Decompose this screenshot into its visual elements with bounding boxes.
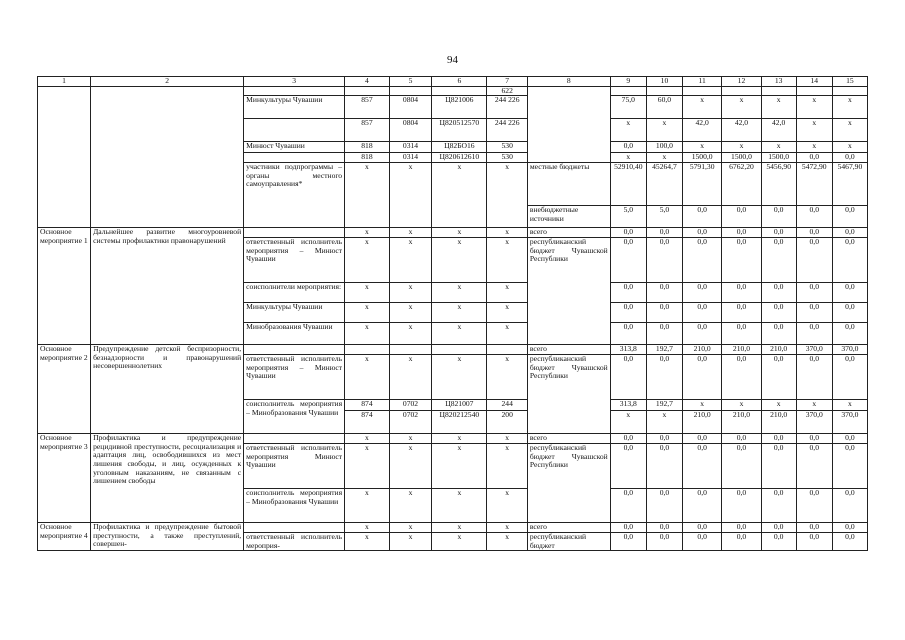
header-cell: 2	[91, 77, 244, 87]
measure-title: Основное мероприятие 2	[38, 345, 91, 434]
table-cell: x	[345, 163, 390, 228]
table-cell: 0314	[389, 153, 432, 163]
table-cell: 0,0	[761, 238, 796, 283]
table-cell: участники подпрограммы – органы местного самоуправления*	[244, 163, 345, 228]
table-cell: 0,0	[610, 533, 646, 551]
table-cell: 0,0	[796, 303, 832, 323]
table-cell: 0,0	[610, 303, 646, 323]
budget-table	[37, 76, 868, 551]
measure-description: Предупреждение детской беспризорности, безнадзорности и правонарушений несовершеннолетних	[91, 345, 244, 434]
table-cell: x	[345, 489, 390, 523]
table-cell: 0,0	[683, 323, 722, 345]
table-cell: x	[432, 434, 487, 444]
table-cell: 0,0	[683, 489, 722, 523]
table-cell: всего	[527, 434, 610, 444]
table-cell: 0,0	[646, 523, 682, 533]
table-cell: 818	[345, 153, 390, 163]
table-cell: x	[345, 228, 390, 238]
table-cell: x	[345, 533, 390, 551]
table-cell: 0314	[389, 142, 432, 153]
table-cell: 0,0	[761, 228, 796, 238]
table-cell: x	[432, 355, 487, 400]
table-cell: x	[487, 283, 527, 303]
measure-description: Профилактика и предупреждение бытовой преступности, а также преступлений, совершен-	[91, 523, 244, 551]
table-cell: x	[345, 434, 390, 444]
table-cell: 0,0	[796, 228, 832, 238]
table-cell	[610, 86, 646, 96]
table-cell: 0,0	[683, 444, 722, 489]
table-cell: 857	[345, 119, 390, 142]
table-cell: x	[832, 119, 867, 142]
table-cell: ответственный исполнитель мероприятия Минюст Чувашии	[244, 444, 345, 489]
table-cell: республиканский бюджет	[527, 533, 610, 551]
table-cell: x	[432, 283, 487, 303]
table-cell: 0,0	[796, 323, 832, 345]
table-cell: 5,0	[646, 206, 682, 228]
table-cell: 0702	[389, 400, 432, 411]
table-cell: 210,0	[761, 411, 796, 434]
table-row	[38, 345, 868, 355]
table-cell: 0,0	[646, 533, 682, 551]
table-cell: x	[487, 303, 527, 323]
table-cell: местные бюджеты	[527, 163, 610, 206]
table-cell: x	[345, 323, 390, 345]
header-cell: 15	[832, 77, 867, 87]
header-cell: 7	[487, 77, 527, 87]
table-cell: 210,0	[683, 345, 722, 355]
header-cell: 14	[796, 77, 832, 87]
header-cell: 3	[244, 77, 345, 87]
table-cell	[345, 86, 390, 96]
table-cell	[432, 345, 487, 355]
table-cell: 0,0	[796, 489, 832, 523]
table-cell: 0,0	[610, 283, 646, 303]
table-cell: x	[389, 444, 432, 489]
table-cell: 0702	[389, 411, 432, 434]
table-cell: x	[345, 283, 390, 303]
header-cell: 8	[527, 77, 610, 87]
table-cell	[432, 86, 487, 96]
table-row	[38, 523, 868, 533]
table-cell: x	[389, 163, 432, 228]
table-cell: 0,0	[646, 444, 682, 489]
table-cell: x	[432, 303, 487, 323]
table-cell	[487, 345, 527, 355]
table-cell: 0,0	[761, 444, 796, 489]
table-cell: 0,0	[722, 434, 761, 444]
table-cell: 0,0	[761, 434, 796, 444]
table-cell: 0,0	[761, 303, 796, 323]
table-cell: соисполнитель мероприятия – Минобразования Чувашии	[244, 489, 345, 523]
table-cell: 200	[487, 411, 527, 434]
table-cell: 0,0	[796, 153, 832, 163]
table-cell	[244, 153, 345, 163]
table-cell: x	[683, 400, 722, 411]
table-cell: 0,0	[722, 228, 761, 238]
table-cell: 0,0	[832, 303, 867, 323]
table-cell: x	[389, 523, 432, 533]
table-cell: 0,0	[832, 206, 867, 228]
table-cell: 370,0	[832, 345, 867, 355]
table-cell	[796, 86, 832, 96]
table-cell: x	[432, 444, 487, 489]
table-cell: 0,0	[796, 238, 832, 283]
table-cell: 0,0	[761, 283, 796, 303]
table-cell: 0,0	[832, 434, 867, 444]
table-cell: 5467,90	[832, 163, 867, 206]
table-cell: 0,0	[683, 533, 722, 551]
table-cell: 0,0	[646, 434, 682, 444]
table-cell: 0,0	[832, 283, 867, 303]
table-cell: 0,0	[646, 489, 682, 523]
table-cell: x	[683, 96, 722, 119]
header-row	[38, 77, 868, 87]
table-cell: 530	[487, 153, 527, 163]
table-cell: x	[646, 119, 682, 142]
table-cell: 244 226	[487, 96, 527, 119]
table-cell: x	[389, 434, 432, 444]
table-cell: 622	[487, 86, 527, 96]
table-cell: x	[487, 444, 527, 489]
table-cell: x	[432, 228, 487, 238]
table-cell: 42,0	[722, 119, 761, 142]
table-cell: Минкультуры Чувашии	[244, 303, 345, 323]
table-cell	[38, 86, 91, 228]
header-cell: 9	[610, 77, 646, 87]
table-cell	[761, 86, 796, 96]
table-cell: ответственный исполнитель мероприятия – Минюст Чувашии	[244, 355, 345, 400]
table-cell: 210,0	[722, 411, 761, 434]
table-cell: x	[487, 434, 527, 444]
table-cell: 0,0	[796, 206, 832, 228]
table-cell	[244, 523, 345, 533]
table-cell: x	[610, 119, 646, 142]
table-cell: x	[832, 400, 867, 411]
table-cell: x	[487, 489, 527, 523]
table-cell: 0,0	[832, 444, 867, 489]
table-cell: x	[389, 283, 432, 303]
table-cell: 0,0	[610, 142, 646, 153]
table-cell: 0,0	[646, 323, 682, 345]
table-cell: 874	[345, 411, 390, 434]
table-cell: 0,0	[683, 355, 722, 400]
header-cell: 1	[38, 77, 91, 87]
table-cell: x	[796, 96, 832, 119]
table-cell	[646, 86, 682, 96]
table-cell: x	[345, 523, 390, 533]
table-cell: 0,0	[610, 523, 646, 533]
table-cell: x	[761, 400, 796, 411]
table-cell	[722, 86, 761, 96]
table-cell: Ц821007	[432, 400, 487, 411]
table-cell: Минобразования Чувашии	[244, 323, 345, 345]
table-cell: 0,0	[722, 238, 761, 283]
table-cell: 313,8	[610, 345, 646, 355]
table-cell: 313,8	[610, 400, 646, 411]
table-cell: 0,0	[796, 523, 832, 533]
table-row	[38, 434, 868, 444]
table-cell: 370,0	[796, 345, 832, 355]
table-cell: 0,0	[832, 489, 867, 523]
table-cell: 0,0	[832, 238, 867, 283]
table-cell: 0804	[389, 119, 432, 142]
table-cell: x	[389, 303, 432, 323]
table-cell: x	[722, 400, 761, 411]
table-cell: 370,0	[832, 411, 867, 434]
table-cell: 100,0	[646, 142, 682, 153]
table-cell: 5456,90	[761, 163, 796, 206]
table-cell	[527, 86, 610, 163]
table-cell: 0,0	[722, 489, 761, 523]
table-cell: x	[389, 489, 432, 523]
table-cell: x	[432, 323, 487, 345]
table-cell: 0,0	[683, 238, 722, 283]
table-cell: x	[610, 153, 646, 163]
table-cell: республиканский бюджет Чувашской Республики	[527, 355, 610, 434]
table-cell: 6762,20	[722, 163, 761, 206]
table-cell	[389, 345, 432, 355]
table-cell: 857	[345, 96, 390, 119]
table-cell: x	[389, 323, 432, 345]
table-cell: 0,0	[610, 238, 646, 283]
table-cell: x	[722, 96, 761, 119]
table-cell: 0,0	[832, 153, 867, 163]
table-cell: x	[646, 411, 682, 434]
table-cell: 1500,0	[722, 153, 761, 163]
table-cell: 0,0	[761, 523, 796, 533]
table-cell: Минкультуры Чувашии	[244, 96, 345, 119]
table-cell: 0,0	[646, 238, 682, 283]
table-cell: соисполнители мероприятия:	[244, 283, 345, 303]
measure-title: Основное мероприятие 4	[38, 523, 91, 551]
table-cell: 0,0	[646, 303, 682, 323]
table-cell: 45264,7	[646, 163, 682, 206]
table-cell: 0,0	[796, 444, 832, 489]
table-cell: x	[432, 163, 487, 228]
table-cell: x	[796, 142, 832, 153]
table-cell: 1500,0	[761, 153, 796, 163]
table-cell	[244, 434, 345, 444]
table-cell: 0,0	[646, 228, 682, 238]
table-cell: 42,0	[683, 119, 722, 142]
table-cell	[244, 345, 345, 355]
table-cell: 0,0	[722, 206, 761, 228]
table-cell: 0,0	[796, 533, 832, 551]
table-cell: республиканский бюджет Чувашской Республики	[527, 238, 610, 345]
table-cell: 0,0	[610, 323, 646, 345]
table-cell: 370,0	[796, 411, 832, 434]
table-cell: внебюджетные источники	[527, 206, 610, 228]
table-cell	[244, 228, 345, 238]
table-cell: x	[487, 533, 527, 551]
table-cell: 60,0	[646, 96, 682, 119]
table-cell: x	[722, 142, 761, 153]
table-cell: x	[832, 142, 867, 153]
table-cell: соисполнитель мероприятия – Минобразования Чувашии	[244, 400, 345, 434]
header-cell: 10	[646, 77, 682, 87]
table-cell: x	[487, 163, 527, 228]
header-cell: 5	[389, 77, 432, 87]
table-cell: x	[345, 444, 390, 489]
header-cell: 11	[683, 77, 722, 87]
measure-title: Основное мероприятие 1	[38, 228, 91, 345]
table-cell	[345, 345, 390, 355]
table-cell	[683, 86, 722, 96]
table-cell	[832, 86, 867, 96]
table-cell: 0,0	[610, 444, 646, 489]
measure-description: Дальнейшее развитие многоуровневой системы профилактики правонарушений	[91, 228, 244, 345]
table-cell: x	[389, 533, 432, 551]
table-cell: x	[389, 228, 432, 238]
table-cell: 0,0	[832, 323, 867, 345]
table-cell: 0,0	[796, 283, 832, 303]
table-cell: 0,0	[761, 355, 796, 400]
table-cell: 0,0	[683, 434, 722, 444]
table-row	[38, 86, 868, 96]
table-cell: 52910,40	[610, 163, 646, 206]
table-cell: 0,0	[832, 523, 867, 533]
header-cell: 4	[345, 77, 390, 87]
table-row	[38, 228, 868, 238]
table-cell: 5791,30	[683, 163, 722, 206]
table-cell: 818	[345, 142, 390, 153]
table-cell: x	[432, 523, 487, 533]
table-cell: всего	[527, 523, 610, 533]
table-cell: 244	[487, 400, 527, 411]
measure-title: Основное мероприятие 3	[38, 434, 91, 523]
table-cell: 244 226	[487, 119, 527, 142]
table-cell: x	[487, 523, 527, 533]
table-cell: всего	[527, 345, 610, 355]
table-cell: 210,0	[761, 345, 796, 355]
table-cell: x	[832, 96, 867, 119]
table-cell: 0,0	[722, 533, 761, 551]
table-cell: x	[345, 303, 390, 323]
header-cell: 6	[432, 77, 487, 87]
table-cell: всего	[527, 228, 610, 238]
table-cell: 0,0	[761, 533, 796, 551]
table-cell: 0,0	[646, 283, 682, 303]
table-cell: 0,0	[683, 303, 722, 323]
measure-description: Профилактика и предупреждение рецидивной преступности, ресоциализация и адаптация лиц, освободившихся из мест лишения свободы, и лиц, осужденных к уголовным наказаниям, не связанным с лишением свободы	[91, 434, 244, 523]
table-cell	[91, 86, 244, 228]
table-cell: 0,0	[832, 533, 867, 551]
table-cell: 0,0	[683, 228, 722, 238]
table-cell: 0,0	[722, 283, 761, 303]
table-cell: 0,0	[610, 355, 646, 400]
table-cell: 0,0	[761, 323, 796, 345]
table-cell	[244, 86, 345, 96]
table-cell: x	[345, 238, 390, 283]
table-cell: x	[796, 400, 832, 411]
table-cell: 0,0	[722, 323, 761, 345]
table-cell: 0,0	[832, 228, 867, 238]
table-cell: x	[610, 411, 646, 434]
table-cell: 0804	[389, 96, 432, 119]
table-cell: 0,0	[646, 355, 682, 400]
table-cell: 75,0	[610, 96, 646, 119]
table-cell: x	[761, 96, 796, 119]
table-cell: 1500,0	[683, 153, 722, 163]
table-cell: 0,0	[796, 355, 832, 400]
table-cell: x	[487, 238, 527, 283]
table-cell: Ц821006	[432, 96, 487, 119]
table-cell: x	[487, 323, 527, 345]
page-number: 94	[447, 54, 458, 66]
table-cell: x	[487, 228, 527, 238]
table-cell: 0,0	[610, 228, 646, 238]
table-cell: 0,0	[761, 206, 796, 228]
table-cell: 0,0	[722, 303, 761, 323]
table-cell: 0,0	[683, 283, 722, 303]
table-cell: 192,7	[646, 400, 682, 411]
table-cell: Минюст Чувашии	[244, 142, 345, 153]
table-cell: ответственный исполнитель мероприятия – Минюст Чувашии	[244, 238, 345, 283]
table-cell: 0,0	[722, 355, 761, 400]
table-cell: 5,0	[610, 206, 646, 228]
table-cell: x	[796, 119, 832, 142]
table-cell: x	[761, 142, 796, 153]
table-cell: 42,0	[761, 119, 796, 142]
table-cell: 0,0	[796, 434, 832, 444]
header-cell: 12	[722, 77, 761, 87]
table-cell: республиканский бюджет Чувашской Республики	[527, 444, 610, 523]
table-cell	[244, 119, 345, 142]
table-cell: 210,0	[683, 411, 722, 434]
table-cell: 0,0	[610, 434, 646, 444]
table-cell: 0,0	[683, 206, 722, 228]
table-cell: x	[432, 238, 487, 283]
table-cell: Ц820512570	[432, 119, 487, 142]
table-cell: Ц820212540	[432, 411, 487, 434]
table-cell: x	[683, 142, 722, 153]
table-cell: 0,0	[722, 523, 761, 533]
table-cell: Ц82БО16	[432, 142, 487, 153]
table-cell: 0,0	[722, 444, 761, 489]
table-cell: ответственный исполнитель мероприя-	[244, 533, 345, 551]
table-cell: Ц820612610	[432, 153, 487, 163]
table-cell: 0,0	[832, 355, 867, 400]
table-cell: x	[389, 238, 432, 283]
table-cell: 874	[345, 400, 390, 411]
table-cell: 0,0	[610, 489, 646, 523]
table-cell: 0,0	[761, 489, 796, 523]
table-cell: 530	[487, 142, 527, 153]
table-cell: 192,7	[646, 345, 682, 355]
table-cell: x	[345, 355, 390, 400]
table-cell: 0,0	[683, 523, 722, 533]
table-cell: x	[432, 533, 487, 551]
table-cell: 5472,90	[796, 163, 832, 206]
header-cell: 13	[761, 77, 796, 87]
table-cell	[389, 86, 432, 96]
table-cell: x	[389, 355, 432, 400]
table-cell: x	[646, 153, 682, 163]
table-cell: x	[432, 489, 487, 523]
table-cell: 210,0	[722, 345, 761, 355]
table-cell: x	[487, 355, 527, 400]
